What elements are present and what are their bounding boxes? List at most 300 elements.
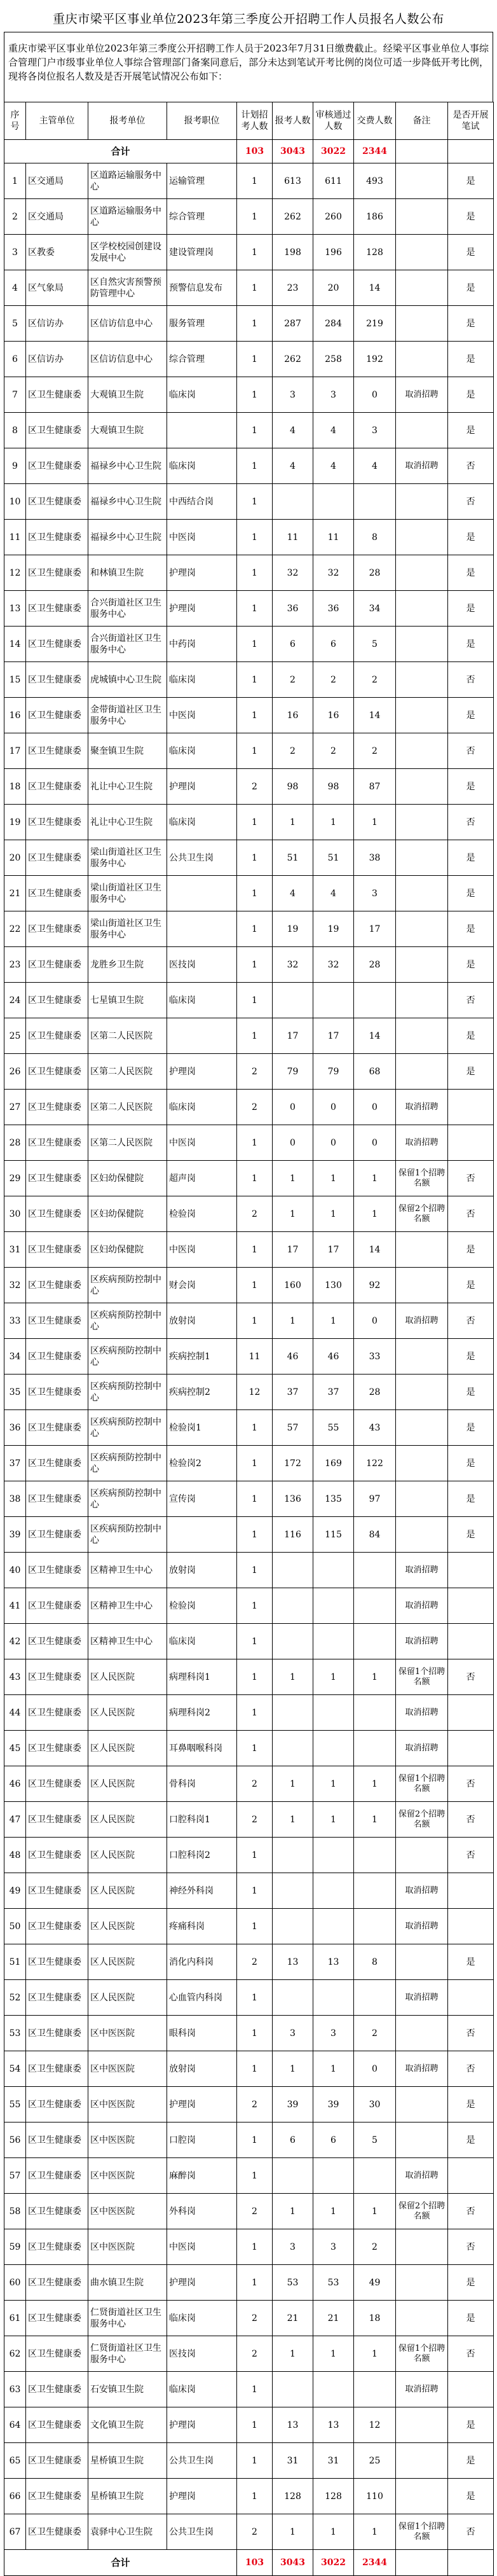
cell-dept: 区卫生健康委	[26, 1232, 88, 1268]
cell-paid: 186	[354, 199, 396, 235]
cell-exam: 是	[448, 2087, 494, 2122]
cell-position: 病理科岗2	[167, 1695, 237, 1731]
cell-applicants	[273, 1624, 313, 1659]
cell-reviewed	[313, 1588, 354, 1624]
cell-plan: 1	[237, 1018, 273, 1054]
cell-remark	[396, 911, 448, 947]
summary-row	[4, 140, 494, 163]
table-row	[4, 2194, 494, 2229]
cell-paid: 34	[354, 591, 396, 627]
cell-position: 宣传岗	[167, 1481, 237, 1517]
summary-remark	[396, 140, 448, 163]
cell-seq: 39	[4, 1517, 26, 1553]
cell-dept: 区交通局	[26, 163, 88, 199]
cell-dept: 区卫生健康委	[26, 1268, 88, 1303]
cell-plan: 2	[237, 1766, 273, 1802]
table-row	[4, 1054, 494, 1090]
cell-seq: 22	[4, 911, 26, 947]
cell-remark: 取消招聘	[396, 377, 448, 413]
cell-exam: 否	[448, 733, 494, 769]
cell-applicants: 613	[273, 163, 313, 199]
table-row	[4, 199, 494, 235]
table-header-row	[4, 102, 494, 140]
cell-position: 心血管内科岗	[167, 1980, 237, 2016]
cell-remark	[396, 1410, 448, 1446]
cell-plan: 1	[237, 1410, 273, 1446]
cell-seq: 19	[4, 805, 26, 840]
cell-remark	[396, 805, 448, 840]
cell-dept: 区卫生健康委	[26, 983, 88, 1018]
cell-remark	[396, 769, 448, 805]
cell-exam: 否	[448, 1802, 494, 1838]
cell-remark	[396, 484, 448, 520]
cell-paid	[354, 1695, 396, 1731]
cell-seq: 48	[4, 1838, 26, 1873]
cell-unit: 区精神卫生中心	[88, 1588, 167, 1624]
cell-plan: 1	[237, 876, 273, 911]
table-row	[4, 2443, 494, 2479]
cell-applicants: 36	[273, 591, 313, 627]
cell-plan: 1	[237, 1695, 273, 1731]
cell-unit: 区中医医院	[88, 2016, 167, 2051]
cell-unit: 区人民医院	[88, 1944, 167, 1980]
cell-plan: 1	[237, 2443, 273, 2479]
cell-seq: 23	[4, 947, 26, 983]
cell-position: 护理岗	[167, 2407, 237, 2443]
cell-remark	[396, 2301, 448, 2336]
cell-remark: 取消招聘	[396, 2372, 448, 2407]
table-row	[4, 1232, 494, 1268]
cell-exam: 是	[448, 413, 494, 448]
cell-dept: 区卫生健康委	[26, 627, 88, 662]
cell-dept: 区卫生健康委	[26, 484, 88, 520]
cell-unit: 合兴街道社区卫生服务中心	[88, 627, 167, 662]
cell-unit: 石安镇卫生院	[88, 2372, 167, 2407]
cell-plan: 1	[237, 484, 273, 520]
cell-exam	[448, 1624, 494, 1659]
cell-unit: 区中医医院	[88, 2122, 167, 2158]
cell-reviewed	[313, 1980, 354, 2016]
cell-seq: 33	[4, 1303, 26, 1339]
table-row	[4, 1196, 494, 1232]
cell-dept: 区卫生健康委	[26, 1909, 88, 1944]
cell-remark: 取消招聘	[396, 1588, 448, 1624]
cell-reviewed	[313, 983, 354, 1018]
cell-paid: 38	[354, 840, 396, 876]
cell-position: 临床岗	[167, 1090, 237, 1125]
table-row	[4, 1838, 494, 1873]
header-applicants: 报考人数	[273, 102, 313, 140]
cell-reviewed: 4	[313, 448, 354, 484]
cell-dept: 区卫生健康委	[26, 1731, 88, 1766]
cell-plan: 1	[237, 947, 273, 983]
table-row	[4, 1624, 494, 1659]
cell-plan: 12	[237, 1375, 273, 1410]
cell-paid: 43	[354, 1410, 396, 1446]
cell-remark	[396, 199, 448, 235]
cell-plan: 2	[237, 2336, 273, 2372]
cell-reviewed: 1	[313, 1303, 354, 1339]
cell-paid: 1	[354, 805, 396, 840]
table-row	[4, 1659, 494, 1695]
cell-position: 临床岗	[167, 1624, 237, 1659]
cell-unit: 礼让中心卫生院	[88, 805, 167, 840]
cell-unit: 区妇幼保健院	[88, 1232, 167, 1268]
cell-paid	[354, 2158, 396, 2194]
cell-position	[167, 1018, 237, 1054]
cell-plan: 1	[237, 1588, 273, 1624]
cell-seq: 50	[4, 1909, 26, 1944]
cell-position: 耳鼻咽喉科岗	[167, 1731, 237, 1766]
cell-reviewed: 51	[313, 840, 354, 876]
table-row	[4, 947, 494, 983]
cell-applicants: 262	[273, 199, 313, 235]
cell-exam: 是	[448, 1375, 494, 1410]
cell-position	[167, 413, 237, 448]
cell-remark	[396, 1232, 448, 1268]
cell-remark	[396, 947, 448, 983]
cell-reviewed: 1	[313, 2514, 354, 2550]
cell-unit: 区疾病预防控制中心	[88, 1268, 167, 1303]
cell-reviewed: 46	[313, 1339, 354, 1375]
cell-seq: 4	[4, 270, 26, 306]
cell-unit: 区第二人民医院	[88, 1054, 167, 1090]
cell-plan: 1	[237, 840, 273, 876]
cell-unit: 区第二人民医院	[88, 1125, 167, 1161]
total-remark	[396, 2550, 448, 2576]
table-row	[4, 2514, 494, 2550]
cell-exam: 否	[448, 2336, 494, 2372]
cell-exam: 是	[448, 1018, 494, 1054]
cell-position: 医技岗	[167, 2336, 237, 2372]
cell-dept: 区卫生健康委	[26, 1517, 88, 1553]
table-row	[4, 1018, 494, 1054]
cell-unit: 区人民医院	[88, 1838, 167, 1873]
cell-paid	[354, 1838, 396, 1873]
table-row	[4, 2229, 494, 2265]
cell-plan: 1	[237, 1731, 273, 1766]
cell-dept: 区卫生健康委	[26, 1161, 88, 1196]
cell-unit: 区中医医院	[88, 2229, 167, 2265]
cell-paid	[354, 1980, 396, 2016]
cell-dept: 区卫生健康委	[26, 1481, 88, 1517]
cell-applicants: 11	[273, 520, 313, 555]
cell-dept: 区卫生健康委	[26, 1018, 88, 1054]
cell-reviewed: 20	[313, 270, 354, 306]
cell-remark: 保留2个招聘名额	[396, 1802, 448, 1838]
table-row	[4, 1481, 494, 1517]
cell-seq: 35	[4, 1375, 26, 1410]
cell-applicants: 287	[273, 306, 313, 342]
cell-applicants: 17	[273, 1232, 313, 1268]
cell-seq: 52	[4, 1980, 26, 2016]
cell-seq: 51	[4, 1944, 26, 1980]
cell-paid: 110	[354, 2479, 396, 2514]
cell-position: 疾病控制2	[167, 1375, 237, 1410]
cell-remark	[396, 342, 448, 377]
cell-position: 临床岗	[167, 805, 237, 840]
cell-position: 检验岗1	[167, 1410, 237, 1446]
cell-position: 护理岗	[167, 769, 237, 805]
cell-position: 中药岗	[167, 627, 237, 662]
cell-position: 服务管理	[167, 306, 237, 342]
table-row	[4, 840, 494, 876]
cell-dept: 区卫生健康委	[26, 1375, 88, 1410]
cell-dept: 区卫生健康委	[26, 1125, 88, 1161]
cell-paid: 3	[354, 876, 396, 911]
cell-seq: 54	[4, 2051, 26, 2087]
cell-dept: 区卫生健康委	[26, 1196, 88, 1232]
cell-position: 疾病控制1	[167, 1339, 237, 1375]
cell-unit: 区道路运输服务中心	[88, 163, 167, 199]
cell-seq: 45	[4, 1731, 26, 1766]
cell-exam: 是	[448, 1232, 494, 1268]
total-reviewed: 3022	[313, 2550, 354, 2576]
cell-seq: 3	[4, 235, 26, 270]
cell-position: 麻醉岗	[167, 2158, 237, 2194]
table-row	[4, 1125, 494, 1161]
cell-applicants	[273, 1553, 313, 1588]
cell-position: 放射岗	[167, 2051, 237, 2087]
cell-dept: 区卫生健康委	[26, 377, 88, 413]
cell-applicants: 57	[273, 1410, 313, 1446]
cell-plan: 1	[237, 698, 273, 733]
table-row	[4, 876, 494, 911]
cell-position: 临床岗	[167, 733, 237, 769]
cell-remark	[396, 306, 448, 342]
cell-reviewed	[313, 1695, 354, 1731]
cell-exam	[448, 2158, 494, 2194]
cell-unit: 区疾病预防控制中心	[88, 1303, 167, 1339]
cell-plan: 1	[237, 1517, 273, 1553]
cell-reviewed	[313, 1553, 354, 1588]
cell-paid: 5	[354, 2122, 396, 2158]
total-plan: 103	[237, 2550, 273, 2576]
table-row	[4, 2301, 494, 2336]
table-row	[4, 1553, 494, 1588]
cell-exam	[448, 1909, 494, 1944]
cell-position: 病理科岗1	[167, 1659, 237, 1695]
table-row	[4, 2479, 494, 2514]
cell-paid: 2	[354, 733, 396, 769]
cell-applicants: 4	[273, 413, 313, 448]
cell-applicants	[273, 983, 313, 1018]
cell-applicants: 262	[273, 342, 313, 377]
cell-unit: 福禄乡中心卫生院	[88, 484, 167, 520]
total-paid: 2344	[354, 2550, 396, 2576]
cell-paid: 49	[354, 2265, 396, 2301]
cell-exam: 是	[448, 591, 494, 627]
cell-position: 综合管理	[167, 199, 237, 235]
cell-unit: 区疾病预防控制中心	[88, 1410, 167, 1446]
cell-dept: 区卫生健康委	[26, 698, 88, 733]
cell-dept: 区卫生健康委	[26, 1980, 88, 2016]
cell-paid: 14	[354, 270, 396, 306]
total-exam	[448, 2550, 494, 2576]
cell-paid	[354, 1909, 396, 1944]
cell-position: 财会岗	[167, 1268, 237, 1303]
cell-dept: 区卫生健康委	[26, 2479, 88, 2514]
cell-exam: 是	[448, 698, 494, 733]
cell-exam	[448, 1553, 494, 1588]
cell-paid: 25	[354, 2443, 396, 2479]
cell-dept: 区卫生健康委	[26, 448, 88, 484]
table-row	[4, 627, 494, 662]
cell-position: 检验岗2	[167, 1446, 237, 1481]
table-row	[4, 1909, 494, 1944]
cell-reviewed: 32	[313, 555, 354, 591]
cell-position: 医技岗	[167, 947, 237, 983]
cell-unit: 区妇幼保健院	[88, 1161, 167, 1196]
cell-remark	[396, 2122, 448, 2158]
table-row	[4, 1695, 494, 1731]
cell-seq: 61	[4, 2301, 26, 2336]
cell-exam: 否	[448, 1161, 494, 1196]
cell-plan: 1	[237, 1303, 273, 1339]
cell-plan: 1	[237, 1268, 273, 1303]
cell-seq: 60	[4, 2265, 26, 2301]
cell-seq: 24	[4, 983, 26, 1018]
cell-reviewed: 37	[313, 1375, 354, 1410]
cell-dept: 区卫生健康委	[26, 1766, 88, 1802]
cell-seq: 14	[4, 627, 26, 662]
cell-reviewed: 2	[313, 662, 354, 698]
cell-paid: 128	[354, 235, 396, 270]
cell-reviewed	[313, 1873, 354, 1909]
cell-remark: 保留1个招聘名额	[396, 2336, 448, 2372]
cell-dept: 区信访办	[26, 306, 88, 342]
cell-plan: 1	[237, 270, 273, 306]
table-row	[4, 1339, 494, 1375]
cell-remark: 取消招聘	[396, 1090, 448, 1125]
cell-paid: 192	[354, 342, 396, 377]
cell-remark	[396, 983, 448, 1018]
cell-exam: 是	[448, 627, 494, 662]
cell-plan: 1	[237, 1481, 273, 1517]
cell-exam: 是	[448, 342, 494, 377]
cell-applicants: 21	[273, 2301, 313, 2336]
cell-dept: 区卫生健康委	[26, 1838, 88, 1873]
cell-exam: 是	[448, 270, 494, 306]
cell-remark	[396, 591, 448, 627]
cell-seq: 42	[4, 1624, 26, 1659]
cell-plan: 1	[237, 591, 273, 627]
cell-dept: 区卫生健康委	[26, 2229, 88, 2265]
cell-dept: 区卫生健康委	[26, 1410, 88, 1446]
cell-applicants: 4	[273, 876, 313, 911]
cell-unit: 区中医医院	[88, 2087, 167, 2122]
cell-seq: 32	[4, 1268, 26, 1303]
cell-reviewed	[313, 1731, 354, 1766]
cell-position: 临床岗	[167, 377, 237, 413]
cell-unit: 区信访信息中心	[88, 342, 167, 377]
cell-paid	[354, 1873, 396, 1909]
table-row	[4, 520, 494, 555]
cell-remark: 取消招聘	[396, 1731, 448, 1766]
cell-remark: 取消招聘	[396, 1125, 448, 1161]
cell-applicants: 1	[273, 2051, 313, 2087]
cell-reviewed: 3	[313, 2229, 354, 2265]
cell-paid	[354, 1731, 396, 1766]
cell-dept: 区卫生健康委	[26, 2514, 88, 2550]
header-reviewed: 审核通过人数	[313, 102, 354, 140]
cell-plan: 1	[237, 2051, 273, 2087]
cell-reviewed	[313, 484, 354, 520]
cell-plan: 1	[237, 2479, 273, 2514]
cell-position: 外科岗	[167, 2194, 237, 2229]
table-body	[4, 163, 494, 2550]
cell-paid: 4	[354, 448, 396, 484]
cell-position: 消化内科岗	[167, 1944, 237, 1980]
cell-position: 超声岗	[167, 1161, 237, 1196]
cell-paid: 17	[354, 911, 396, 947]
cell-paid: 1	[354, 1161, 396, 1196]
cell-exam: 否	[448, 662, 494, 698]
cell-dept: 区卫生健康委	[26, 1446, 88, 1481]
cell-seq: 46	[4, 1766, 26, 1802]
cell-plan: 1	[237, 520, 273, 555]
cell-reviewed: 3	[313, 377, 354, 413]
cell-remark	[396, 1838, 448, 1873]
cell-reviewed: 4	[313, 413, 354, 448]
cell-unit: 区中医医院	[88, 2051, 167, 2087]
cell-remark	[396, 2229, 448, 2265]
cell-paid: 1	[354, 2336, 396, 2372]
cell-reviewed	[313, 1624, 354, 1659]
cell-dept: 区信访办	[26, 342, 88, 377]
cell-plan: 1	[237, 805, 273, 840]
cell-position: 临床岗	[167, 983, 237, 1018]
cell-paid: 0	[354, 1125, 396, 1161]
cell-seq: 47	[4, 1802, 26, 1838]
cell-applicants	[273, 1980, 313, 2016]
cell-plan: 1	[237, 911, 273, 947]
cell-remark	[396, 662, 448, 698]
cell-applicants: 136	[273, 1481, 313, 1517]
cell-reviewed: 19	[313, 911, 354, 947]
cell-applicants: 128	[273, 2479, 313, 2514]
table-row	[4, 805, 494, 840]
cell-position	[167, 876, 237, 911]
cell-plan: 1	[237, 2372, 273, 2407]
cell-remark: 取消招聘	[396, 1624, 448, 1659]
cell-position: 放射岗	[167, 1553, 237, 1588]
cell-dept: 区卫生健康委	[26, 1303, 88, 1339]
cell-applicants: 1	[273, 1196, 313, 1232]
cell-plan: 1	[237, 1909, 273, 1944]
cell-unit: 梁山街道社区卫生服务中心	[88, 876, 167, 911]
cell-dept: 区卫生健康委	[26, 1873, 88, 1909]
cell-unit: 袁驿中心卫生院	[88, 2514, 167, 2550]
cell-reviewed: 128	[313, 2479, 354, 2514]
cell-exam: 是	[448, 1446, 494, 1481]
cell-position: 检验岗	[167, 1196, 237, 1232]
cell-remark	[396, 2265, 448, 2301]
cell-paid: 2	[354, 2229, 396, 2265]
cell-plan: 1	[237, 662, 273, 698]
cell-paid	[354, 1553, 396, 1588]
cell-plan: 2	[237, 1802, 273, 1838]
cell-paid: 33	[354, 1339, 396, 1375]
cell-position: 口腔科岗1	[167, 1802, 237, 1838]
cell-applicants: 13	[273, 2407, 313, 2443]
cell-reviewed: 79	[313, 1054, 354, 1090]
cell-position: 口腔岗	[167, 2122, 237, 2158]
cell-seq: 17	[4, 733, 26, 769]
cell-seq: 5	[4, 306, 26, 342]
table-row	[4, 1268, 494, 1303]
cell-applicants	[273, 1873, 313, 1909]
